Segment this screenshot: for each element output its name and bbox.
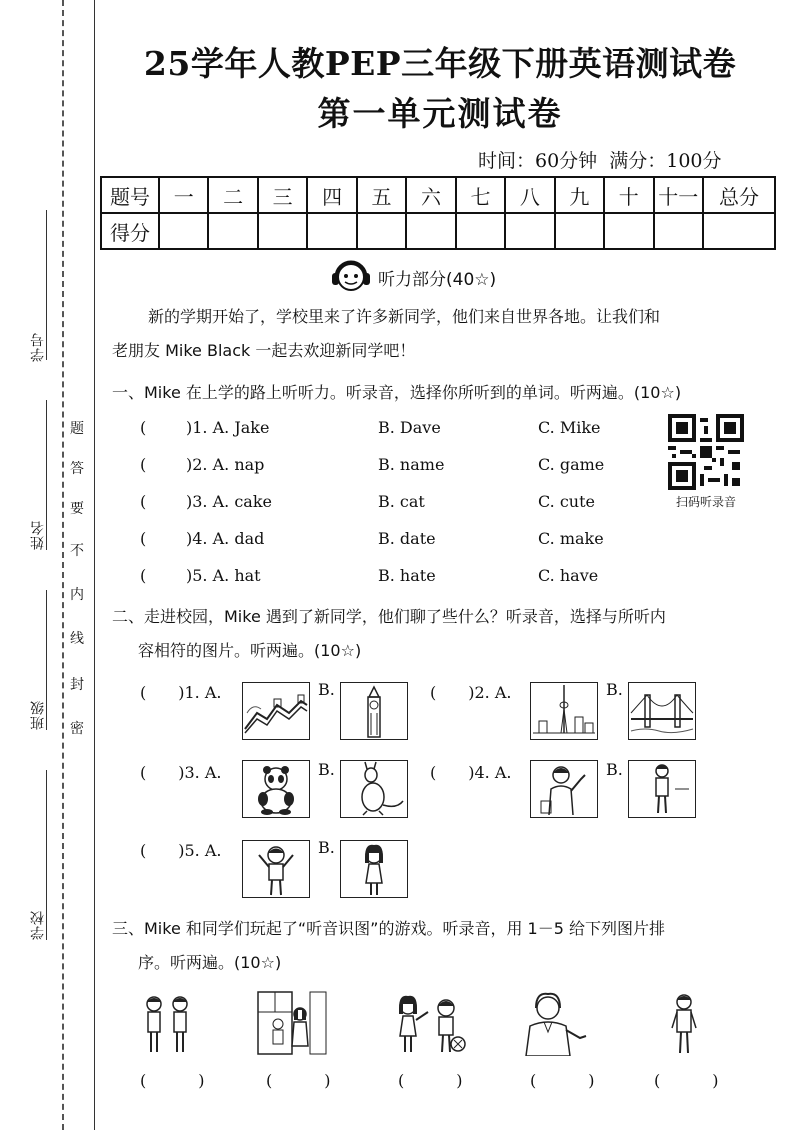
big-ben-picture[interactable] bbox=[340, 682, 408, 740]
two-children-picture[interactable] bbox=[138, 990, 198, 1056]
boy-waving-picture[interactable] bbox=[530, 760, 598, 818]
option-a: )3. A. cake bbox=[186, 492, 272, 511]
option-c: C. game bbox=[538, 455, 605, 474]
seal-char: 密 bbox=[70, 721, 84, 737]
girl-standing-picture[interactable] bbox=[340, 840, 408, 898]
question-2-item-label[interactable]: ( )4. A. bbox=[430, 763, 512, 782]
score-table-score-row bbox=[101, 213, 775, 249]
page-title: 25学年人教PEP三年级下册英语测试卷 bbox=[143, 44, 737, 83]
table-cell: 四 bbox=[307, 177, 356, 213]
option-b-label: B. bbox=[318, 680, 335, 699]
order-blank[interactable]: ( ) bbox=[654, 1071, 737, 1090]
table-cell: 总分 bbox=[703, 177, 775, 213]
score-cell[interactable] bbox=[456, 213, 505, 249]
boy-greeting-picture[interactable] bbox=[242, 840, 310, 898]
option-a: )5. A. hat bbox=[186, 566, 261, 585]
score-cell[interactable] bbox=[357, 213, 406, 249]
option-c: C. make bbox=[538, 529, 604, 548]
seal-dashed-line bbox=[62, 0, 64, 1130]
question-2-title-line: 容相符的图片。听两遍。(10☆) bbox=[138, 641, 362, 660]
children-with-ball-picture[interactable] bbox=[386, 990, 470, 1056]
question-1-item bbox=[140, 455, 640, 481]
kangaroo-picture[interactable] bbox=[340, 760, 408, 818]
cn-tower-picture[interactable] bbox=[530, 682, 598, 740]
boy-standing-picture[interactable] bbox=[664, 990, 704, 1056]
table-cell: 题号 bbox=[101, 177, 159, 213]
option-b-label: B. bbox=[606, 680, 623, 699]
answer-paren[interactable]: ( bbox=[140, 418, 147, 437]
answer-paren[interactable]: ( bbox=[140, 529, 147, 548]
table-cell: 一 bbox=[159, 177, 208, 213]
order-blank[interactable]: ( ) bbox=[398, 1071, 481, 1090]
seal-char: 答 bbox=[70, 461, 84, 477]
student-id-line[interactable] bbox=[46, 210, 47, 360]
option-b: B. cat bbox=[378, 492, 425, 511]
school-label: 学校 bbox=[30, 910, 46, 940]
boy-standing-picture[interactable] bbox=[628, 760, 696, 818]
seal-char: 不 bbox=[70, 543, 84, 559]
classroom-door-picture[interactable] bbox=[256, 990, 332, 1056]
question-2-item-label[interactable]: ( )2. A. bbox=[430, 683, 512, 702]
option-b: B. date bbox=[378, 529, 436, 548]
question-1-title: 一、Mike 在上学的路上听听力。听录音，选择你所听到的单词。听两遍。(10☆) bbox=[112, 383, 682, 402]
intro-line: 新的学期开始了，学校里来了许多新同学，他们来自世界各地。让我们和 bbox=[148, 307, 661, 326]
question-1-item bbox=[140, 566, 640, 592]
question-2-item-label[interactable]: ( )1. A. bbox=[140, 683, 222, 702]
question-1-item bbox=[140, 492, 640, 518]
option-b: B. Dave bbox=[378, 418, 441, 437]
table-cell: 得分 bbox=[101, 213, 159, 249]
seal-char: 内 bbox=[70, 587, 84, 603]
option-b: B. hate bbox=[378, 566, 436, 585]
table-cell: 九 bbox=[555, 177, 604, 213]
class-label: 班级 bbox=[30, 700, 46, 730]
question-1-item bbox=[140, 418, 640, 444]
table-cell: 五 bbox=[357, 177, 406, 213]
answer-paren[interactable]: ( bbox=[140, 492, 147, 511]
question-2-item-label[interactable]: ( )3. A. bbox=[140, 763, 222, 782]
option-a: )2. A. nap bbox=[186, 455, 265, 474]
option-c: C. cute bbox=[538, 492, 596, 511]
answer-paren[interactable]: ( bbox=[140, 566, 147, 585]
score-cell[interactable] bbox=[159, 213, 208, 249]
order-blank[interactable]: ( ) bbox=[140, 1071, 223, 1090]
intro-line: 老朋友 Mike Black 一起去欢迎新同学吧！ bbox=[112, 341, 416, 360]
score-cell[interactable] bbox=[703, 213, 775, 249]
score-cell[interactable] bbox=[208, 213, 257, 249]
exam-info bbox=[478, 146, 728, 173]
intro-paragraph bbox=[112, 300, 772, 368]
question-3-title-line: 序。听两遍。(10☆) bbox=[138, 953, 282, 972]
option-c: C. have bbox=[538, 566, 599, 585]
order-blank[interactable]: ( ) bbox=[530, 1071, 613, 1090]
score-cell[interactable] bbox=[406, 213, 455, 249]
name-line[interactable] bbox=[46, 400, 47, 550]
name-label: 姓名 bbox=[30, 520, 46, 550]
question-3-title bbox=[112, 912, 772, 980]
option-c: C. Mike bbox=[538, 418, 601, 437]
answer-paren[interactable]: ( bbox=[140, 455, 147, 474]
score-cell[interactable] bbox=[555, 213, 604, 249]
page-subtitle: 第一单元测试卷 bbox=[317, 94, 563, 133]
teacher-picture[interactable] bbox=[518, 990, 588, 1056]
seal-char: 线 bbox=[70, 631, 84, 647]
qr-caption: 扫码听录音 bbox=[675, 495, 736, 509]
question-2-title-line: 二、走进校园，Mike 遇到了新同学，他们聊了些什么？听录音，选择与所听内 bbox=[112, 607, 666, 626]
listening-section-heading bbox=[320, 255, 580, 295]
option-b-label: B. bbox=[606, 760, 623, 779]
margin-border bbox=[94, 0, 95, 1130]
headphones-icon bbox=[328, 255, 374, 295]
score-cell[interactable] bbox=[258, 213, 307, 249]
score-cell[interactable] bbox=[505, 213, 554, 249]
option-b-label: B. bbox=[318, 838, 335, 857]
option-b-label: B. bbox=[318, 760, 335, 779]
listening-heading-text: 听力部分(40☆) bbox=[378, 270, 497, 290]
table-cell: 六 bbox=[406, 177, 455, 213]
seal-char: 封 bbox=[70, 677, 84, 693]
question-2-item-label[interactable]: ( )5. A. bbox=[140, 841, 222, 860]
table-cell: 七 bbox=[456, 177, 505, 213]
qr-code-icon[interactable] bbox=[668, 414, 744, 490]
score-table bbox=[100, 176, 776, 250]
order-blank[interactable]: ( ) bbox=[266, 1071, 349, 1090]
table-cell: 十一 bbox=[654, 177, 703, 213]
class-line[interactable] bbox=[46, 590, 47, 730]
question-2-title bbox=[112, 600, 772, 668]
table-cell: 八 bbox=[505, 177, 554, 213]
table-cell: 三 bbox=[258, 177, 307, 213]
score-cell[interactable] bbox=[307, 213, 356, 249]
seal-char: 题 bbox=[70, 421, 84, 437]
question-3-title-line: 三、Mike 和同学们玩起了“听音识图”的游戏。听录音，用 1－5 给下列图片排 bbox=[112, 919, 665, 938]
score-cell[interactable] bbox=[604, 213, 653, 249]
question-1-item bbox=[140, 529, 640, 555]
panda-picture[interactable] bbox=[242, 760, 310, 818]
full-score: 满分：100分 bbox=[609, 150, 722, 172]
score-cell[interactable] bbox=[654, 213, 703, 249]
school-line[interactable] bbox=[46, 770, 47, 940]
seal-char: 要 bbox=[70, 501, 84, 517]
option-a: )4. A. dad bbox=[186, 529, 265, 548]
great-wall-picture[interactable] bbox=[242, 682, 310, 740]
score-table-header-row bbox=[101, 177, 775, 213]
student-id-label: 学号 bbox=[30, 332, 46, 362]
table-cell: 二 bbox=[208, 177, 257, 213]
table-cell: 十 bbox=[604, 177, 653, 213]
option-b: B. name bbox=[378, 455, 445, 474]
golden-gate-bridge-picture[interactable] bbox=[628, 682, 696, 740]
time-limit: 时间：60分钟 bbox=[478, 150, 598, 172]
option-a: )1. A. Jake bbox=[186, 418, 270, 437]
